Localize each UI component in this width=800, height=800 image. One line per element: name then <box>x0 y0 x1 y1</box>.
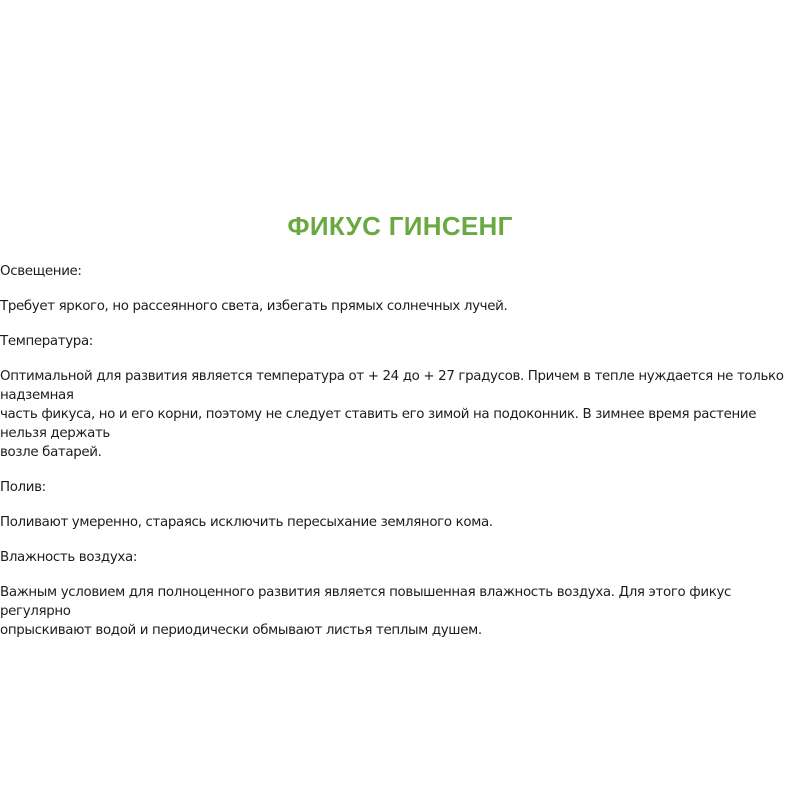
section-heading-temperature: Температура: <box>0 334 93 349</box>
care-instructions <box>0 262 800 656</box>
section-heading-lighting: Освещение: <box>0 264 82 279</box>
section-heading-watering: Полив: <box>0 480 46 495</box>
section-heading-humidity: Влажность воздуха: <box>0 550 138 565</box>
section-text-lighting: Требует яркого, но рассеянного света, избегать прямых солнечных лучей. <box>0 299 508 314</box>
section-text-temperature: Оптимальной для развития является температура от + 24 до + 27 градусов. Причем в тепле нуждается не только надземная часть фикуса, но и его корни, поэтому не следует ставить его зимой на подоконник. В зимнее время растение нельзя держать возле батарей. <box>0 369 784 460</box>
section-text-watering: Поливают умеренно, стараясь исключить пересыхание земляного кома. <box>0 515 493 530</box>
section-text-humidity: Важным условием для полноценного развития является повышенная влажность воздуха. Для этого фикус регулярно опрыскивают водой и периодически обмывают листья теплым душем. <box>0 585 732 638</box>
page-title: ФИКУС ГИНСЕНГ <box>287 211 513 241</box>
